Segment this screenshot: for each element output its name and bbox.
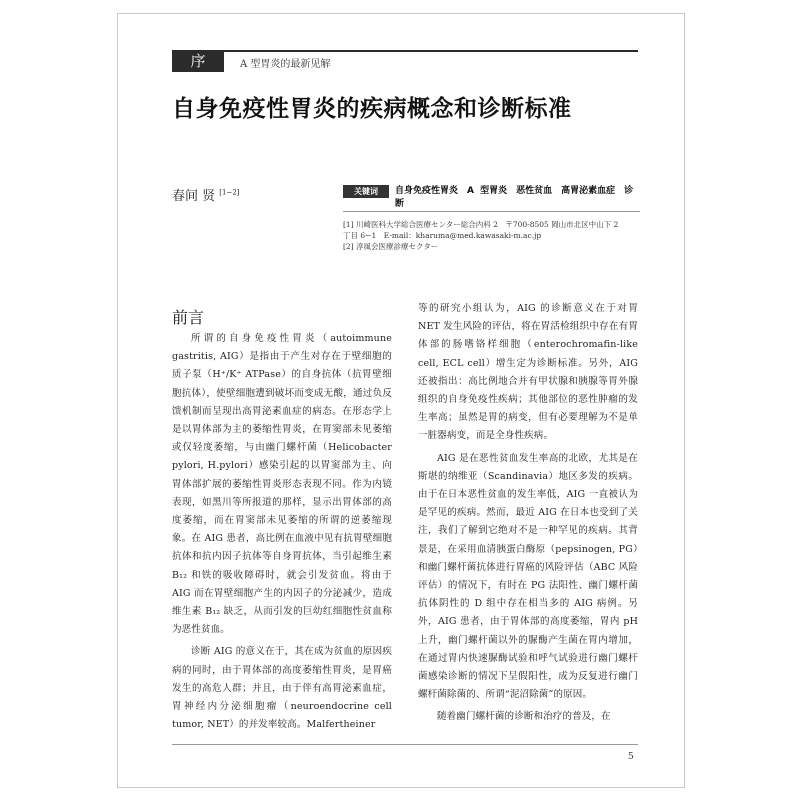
article-title: 自身免疫性胃炎的疾病概念和诊断标准 bbox=[172, 96, 572, 122]
section-heading: 前言 bbox=[172, 308, 205, 327]
page-number: 5 bbox=[628, 752, 634, 762]
paragraph: 所谓的自身免疫性胃炎（autoimmune gastritis, AIG）是指由于产生对存在于壁细胞的质子泵（H⁺/K⁺ ATPase）的自身抗体（抗胃壁细胞抗体），使壁细胞遭到破坏而变成无酸，通过负反馈机制而呈现出高胃泌素血症的病态。在形态学上是以胃体部为主的萎缩性胃炎，在胃窦部未见萎缩或仅轻度萎缩，与由幽门螺杆菌（Helicobacter pylori, H.pylori）感染引起的以胃窦部为主、向胃体部扩展的萎缩性胃炎形态表现不同。作为内镜表现，如黑川等所报道的那样，显示出胃体部的高度萎缩，而在胃窦部未见萎缩的所谓的逆萎缩现象。在 AIG 患者，高比例在血液中见有抗胃壁细胞抗体和抗内因子抗体等自身胃抗体，当引起维生素 B₁₂ 和铁的吸收障碍时，就会引发贫血。将由于 AIG 而在胃壁细胞产生的内因子的分泌减少，造成维生素 B₁₂ 缺乏，从而引发的巨幼红细胞性贫血称为恶性贫血。 bbox=[172, 333, 392, 636]
affiliation-line: [2] 淳風会医療診療セクター bbox=[343, 242, 439, 251]
paragraph: 随着幽门螺杆菌的诊断和治疗的普及，在 bbox=[437, 711, 611, 723]
keyword-list: 自身免疫性胃炎 A 型胃炎 恶性贫血 高胃泌素血症 诊断 bbox=[395, 186, 634, 209]
right-column bbox=[418, 300, 638, 727]
section-subtitle: A 型胃炎的最新见解 bbox=[240, 59, 331, 70]
author-name: 春间 贤 bbox=[172, 189, 216, 204]
section-header bbox=[172, 50, 638, 72]
affiliations bbox=[343, 219, 643, 252]
paragraph: 诊断 AIG 的意义在于，其在成为贫血的原因疾病的同时，由于胃体部的高度萎缩性胃炎，是胃癌发生的高危人群；并且，由于伴有高胃泌素血症，胃神经内分泌细胞瘤（neuroendocrine cell tumor, NET）的并发率较高。Malfertheiner bbox=[172, 646, 392, 731]
author bbox=[172, 185, 240, 204]
affiliation-line: [1] 川崎医科大学総合医療センター総合内科 2 〒700-8505 岡山市北区中山下 2 bbox=[343, 220, 619, 229]
keyword-rule bbox=[343, 211, 640, 212]
keyword-tag: 关键词 bbox=[343, 185, 389, 198]
author-ref: [1−2] bbox=[219, 188, 240, 197]
section-label: 序 bbox=[172, 50, 224, 72]
affiliation-line: 丁目 6−1 E-mail：kharuma@med.kawasaki-m.ac.jp bbox=[343, 231, 542, 240]
left-column bbox=[172, 330, 392, 734]
header-rule bbox=[224, 50, 638, 52]
paragraph: AIG 是在恶性贫血发生率高的北欧，尤其是在斯堪的纳维亚（Scandinavia）地区多发的疾病。由于在日本恶性贫血的发生率低，AIG 一直被认为是罕见的疾病。然而，最近 AIG 在日本也受到了关注，我们了解到它绝对不是一种罕见的疾病。其背景是，在采用血清胰蛋白酶原（pepsinogen, PG）和幽门螺杆菌抗体进行胃癌的风险评估（ABC 风险评估）的情况下，有时在 PG 法阳性、幽门螺杆菌抗体阴性的 D 组中存在相当多的 AIG 病例。另外，AIG 患者，由于胃体部的高度萎缩，胃内 pH 上升，幽门螺杆菌以外的脲酶产生菌在胃内增加，在通过胃内快速脲酶试验和呼气试验进行幽门螺杆菌感染诊断的情况下呈假阳性，成为反复进行幽门螺杆菌除菌的、所谓“泥沼除菌”的原因。 bbox=[418, 452, 638, 701]
footer-rule bbox=[172, 744, 638, 745]
paragraph: 等的研究小组认为，AIG 的诊断意义在于对胃 NET 发生风险的评估，将在胃活检组织中存在有胃体部的肠嗜铬样细胞（enterochromafin-like cell, ECL cell）增生定为诊断标准。另外，AIG 还被指出：高比例地合并有甲状腺和胰腺等胃外腺组织的自身免疫性疾病；其他部位的恶性肿瘤的发生率高；虽然是胃的病变，但有必要理解为不是单一脏器病变，而是全身性疾病。 bbox=[418, 303, 638, 442]
